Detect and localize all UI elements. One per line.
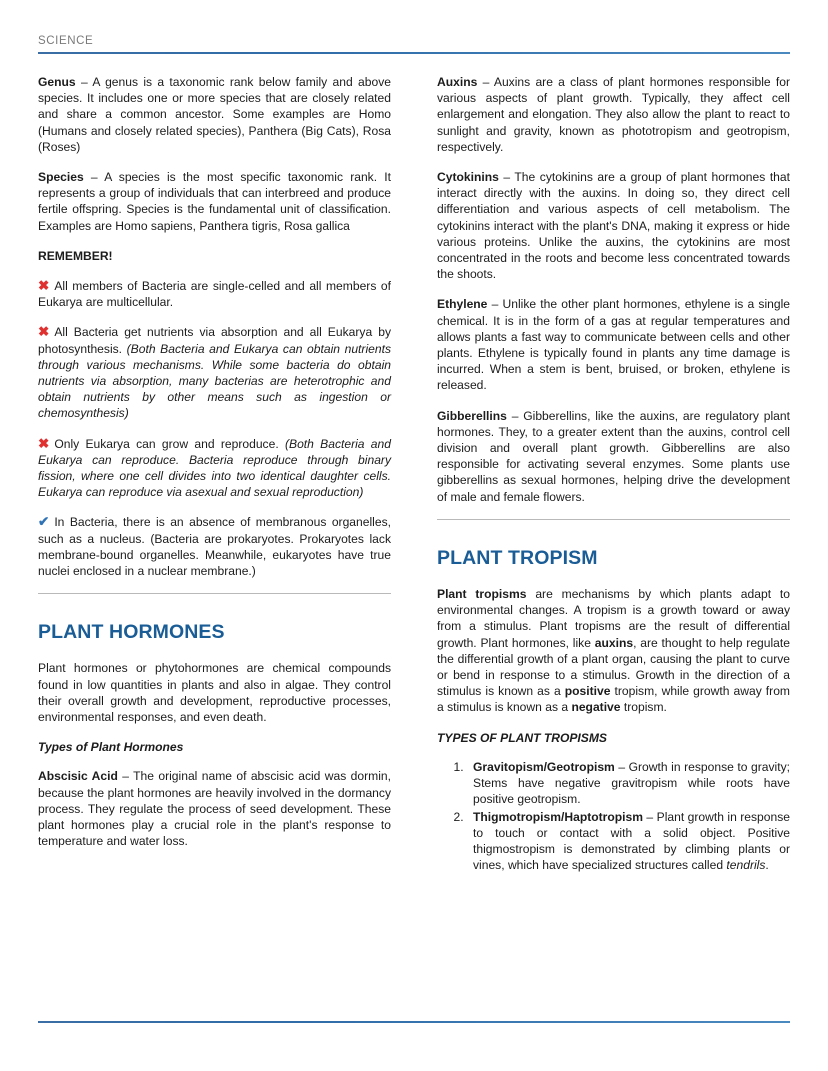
subheading-types-of-plant-tropisms: TYPES OF PLANT TROPISMS [437,730,607,745]
section-heading-plant-tropism: PLANT TROPISM [437,547,598,570]
remember-item [38,324,391,421]
remember-item-note: (Both Bacteria and Eukarya can obtain nutrients through various mechanisms. While some bacteria do obtain nutrients via absorption, many bacterias are heterotrophic and obtain nutrients by other means such as ingestion or chemosynthesis) [38,341,391,421]
page-header [38,34,790,60]
dash-abscisic-acid: – [117,769,134,784]
remember-item-text: All Bacteria get nutrients via absorption and all Eukarya by photosynthesis. [38,325,391,356]
term-gravitopism: Gravitopism/Geotropism [473,759,615,774]
definition-gravitopism: Growth in response to gravity; Stems have negative gravitropism while roots have positive geotropism. [473,759,790,807]
remember-heading: REMEMBER! [38,248,113,263]
right-column [437,74,790,1011]
definition-abscisic-acid: The original name of abscisic acid was dormin, because the plant hormones are heavily involved in the dormancy process. They regulate the process of seed development. These plant hormones play a crucial role in the plant's response to temperature and water loss. [38,769,391,849]
paragraph-gibberellins [437,408,790,505]
dash-genus: – [75,75,93,89]
tropism-intro-part5: tropism. [620,700,667,715]
term-thigmotropism: Thigmotropism/Haptotropism [473,809,643,824]
paragraph-plant-tropism-intro [437,586,790,716]
emphasis-negative: negative [571,700,621,715]
subheading-types-of-plant-hormones: Types of Plant Hormones [38,740,184,755]
dash-ethylene: – [487,297,503,312]
tropism-intro-part2: are mechanisms by which plants adapt to environmental changes. A tropism is a growth toward or away from a stimulus. Plant tropisms are the result of differential growth. Plant hormones, like [437,587,790,650]
term-gibberellins: Gibberellins [437,408,507,423]
check-icon: ✔ [38,514,50,530]
section-divider [38,593,391,594]
section-divider [437,519,790,520]
header-divider-rule [38,52,790,54]
term-genus: Genus [38,75,76,89]
term-auxins: Auxins [437,75,478,89]
definition-species: A species is the most specific taxonomic rank. It represents a group of individuals that can interbreed and produce fertile offspring. Species is the fundamental unit of classification. Examples are Homo sapiens, Panthera tigris, Rosa gallica [38,170,392,233]
definition-cytokinins: The cytokinins are a group of plant hormones that interact directly with the auxins. In doing so, they direct cell differentiation and various aspects of cell metabolism. The cytokinins interact with the plant's DNA, making it express or hide various proteins. Unlike the auxins, the cytokinins are most concentrated in the roots and become less concentrated towards the shoots. [437,170,790,282]
remember-item [38,436,391,501]
cross-icon: ✖ [38,324,50,340]
dash-species: – [83,170,105,185]
remember-item [38,514,391,579]
two-column-body [38,74,790,1011]
left-column [38,74,391,1011]
list-item [467,809,790,874]
definition-thigmotropism-end: . [765,858,769,873]
italic-tendrils: tendrils [726,858,766,873]
dash-gravitopism: – [614,759,629,774]
cross-icon: ✖ [38,278,50,294]
remember-item [38,278,391,310]
section-heading-plant-hormones: PLANT HORMONES [38,621,225,644]
definition-ethylene: Unlike the other plant hormones, ethylene is a single chemical. It is in the form of a gas at regular temperatures and allows plants a fast way to communicate between cells and other plants. Ethylene is typically found in plants any time damage is incurred. When a stem is bent, bruised, or broken, ethylene is released. [437,297,790,393]
term-plant-tropisms: Plant tropisms [437,587,527,602]
term-ethylene: Ethylene [437,297,488,312]
paragraph-abscisic-acid [38,768,391,849]
term-cytokinins: Cytokinins [437,170,499,185]
definition-auxins: Auxins are a class of plant hormones responsible for various aspects of plant growth. Typically, they affect cell enlargement and elongation. They also allow the plant to react to sunlight and gravity, known as phototropism and geotropism, respectively. [437,75,790,154]
definition-thigmotropism: Plant growth in response to touch or contact with a solid object. Positive thigmostropism is demonstrated by climbing plants or vines, which have specialized structures called [473,809,791,873]
dash-thigmotropism: – [642,809,657,824]
definition-genus: A genus is a taxonomic rank below family and above species. It includes one or more species that are closely related and share a common ancestor. Some examples are Homo (Humans and closely related species), Panthera (Big Cats), Rosa (Roses) [38,75,391,154]
remember-item-text: All members of Bacteria are single-celled and all members of Eukarya are multicellular. [38,279,391,310]
list-item [467,759,790,808]
term-abscisic-acid: Abscisic Acid [38,769,118,784]
dash-cytokinins: – [498,170,515,185]
paragraph-species [38,169,391,234]
paragraph-plant-hormones-intro: Plant hormones or phytohormones are chemical compounds found in low quantities in plants and also in algae. They control their overall growth and development, reproductive processes, environmental responses, and even death. [38,661,391,725]
remember-item-text: In Bacteria, there is an absence of membranous organelles, such as a nucleus. (Bacteria are prokaryotes. Prokaryotes lack membrane-bound organelles. Meanwhile, eukaryotes have true nuclei enclosed in a nuclear membrane.) [38,515,391,579]
paragraph-ethylene [437,296,790,393]
term-species: Species [38,170,84,185]
tropism-intro-part3: , are thought to help regulate the differential growth of a plant organ, causing the plant to curve or bend in response to a stimulus. Growth in the direction of a stimulus is known as a [437,635,790,699]
cross-icon: ✖ [38,435,50,451]
footer-divider-rule [38,1021,790,1023]
remember-item-note: (Both Bacteria and Eukarya can reproduce. Bacteria reproduce through binary fission, where one cell divides into two identical daughter cells. Eukarya can reproduce via asexual and sexual reproduction) [38,436,391,500]
header-subject-label: SCIENCE [38,35,94,47]
tropism-types-list [437,759,790,873]
dash-auxins: – [477,75,494,89]
remember-item-text: Only Eukarya can grow and reproduce. [54,436,285,451]
tropism-intro-part4: tropism, while growth away from a stimulus is known as a [437,684,790,715]
emphasis-auxins: auxins [594,635,634,650]
paragraph-cytokinins [437,169,790,282]
paragraph-genus [38,74,391,155]
paragraph-auxins [437,74,790,155]
definition-gibberellins: Gibberellins, like the auxins, are regulatory plant hormones. They, to a greater extent than the auxins, control cell division and overall plant growth. Gibberellins are also responsible for activating several enzymes. Some plants use gibberellins as sexual hormones, helping drive the development of male and female flowers. [437,408,790,504]
emphasis-positive: positive [564,684,611,699]
dash-gibberellins: – [506,408,524,423]
